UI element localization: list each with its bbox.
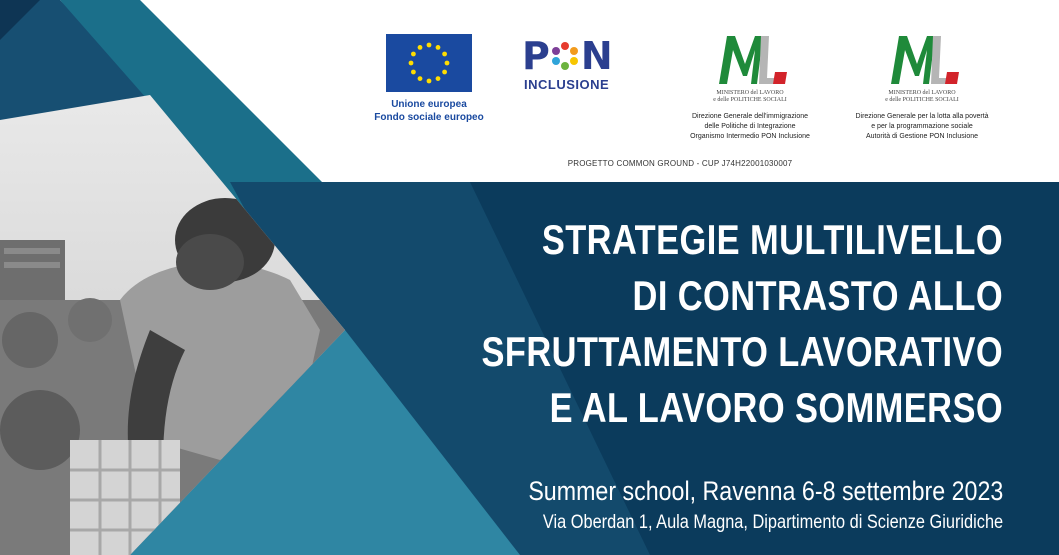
pon-logo <box>522 36 636 92</box>
ministero-name-1 <box>670 90 830 104</box>
pon-letter-p: P <box>522 34 549 78</box>
ministero-1-desc-line1: Direzione Generale dell'immigrazione <box>691 113 809 120</box>
eu-flag-icon <box>386 34 472 92</box>
pon-letter-n: N <box>580 34 612 78</box>
eu-line2: Fondo sociale europeo <box>374 112 484 123</box>
ministero-2-desc-line1: Direzione Generale per la lotta alla povertà <box>855 113 989 120</box>
ministero-2-line2: e delle POLITICHE SOCIALI <box>885 97 959 103</box>
title-line-4: E AL LAVORO SOMMERSO <box>549 384 1003 431</box>
event-title <box>481 212 1003 436</box>
ministero-1-line1: MINISTERO del LAVORO <box>716 90 784 96</box>
ministero-2-desc-line3: Autorità di Gestione PON Inclusione <box>865 133 979 140</box>
pon-ring-icon <box>550 41 580 71</box>
ministero-1-desc-line3: Organismo Intermedio PON Inclusione <box>690 133 810 140</box>
title-line-1: STRATEGIE MULTILIVELLO <box>541 216 1003 263</box>
ministero-1-desc-line2: delle Politiche di Integrazione <box>704 123 796 130</box>
title-line-2: DI CONTRASTO ALLO <box>632 272 1003 319</box>
ministero-logo-1 <box>670 32 830 142</box>
pon-word <box>522 36 636 76</box>
project-code: PROGETTO COMMON GROUND - CUP J74H22001030007 <box>567 159 793 168</box>
ministero-desc-1 <box>670 112 830 142</box>
event-venue: Via Oberdan 1, Aula Magna, Dipartimento di Scienze Giuridiche <box>542 512 1003 533</box>
eu-line1: Unione europea <box>391 99 467 110</box>
ministero-ml-icon <box>705 32 795 88</box>
event-date-place: Summer school, Ravenna 6-8 settembre 2023 <box>528 476 1003 506</box>
ministero-1-line2: e delle POLITICHE SOCIALI <box>713 97 787 103</box>
ministero-logo-2 <box>842 32 1002 142</box>
eu-logo-text <box>373 98 485 124</box>
pon-sub: INCLUSIONE <box>524 77 610 92</box>
ministero-desc-2 <box>842 112 1002 142</box>
ministero-2-line1: MINISTERO del LAVORO <box>888 90 956 96</box>
title-line-3: SFRUTTAMENTO LAVORATIVO <box>481 328 1003 375</box>
ministero-name-2 <box>842 90 1002 104</box>
ministero-2-desc-line2: e per la programmazione sociale <box>871 123 973 130</box>
ministero-ml-icon <box>877 32 967 88</box>
